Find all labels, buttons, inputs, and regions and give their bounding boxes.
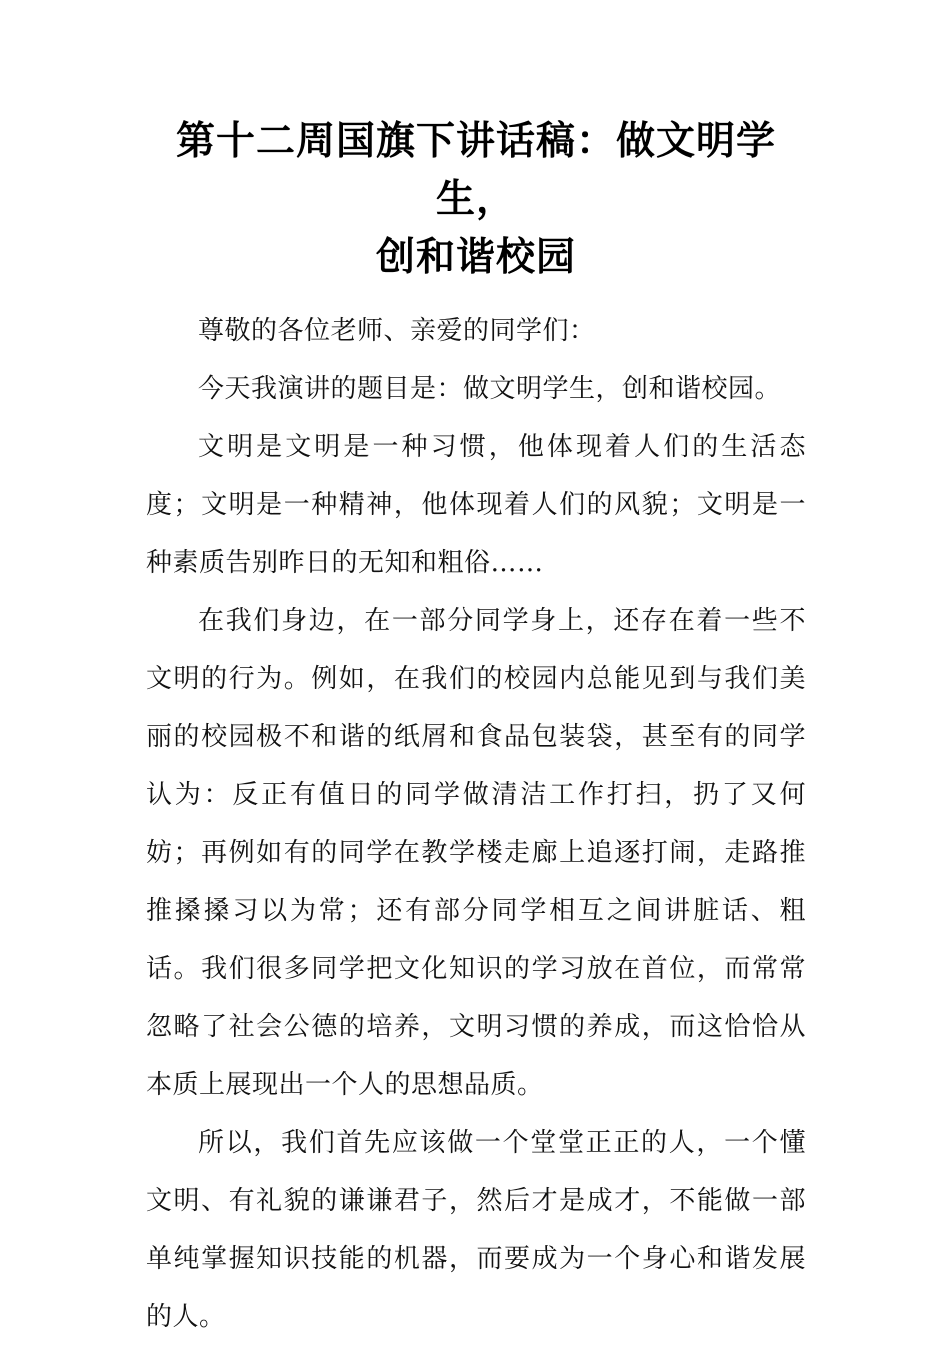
title-line-1: 第十二周国旗下讲话稿：做文明学生， bbox=[175, 118, 776, 222]
body-paragraph: 所以，我们首先应该做一个堂堂正正的人，一个懂文明、有礼貌的谦谦君子，然后才是成才，不能做一部单纯掌握知识技能的机器，而要成为一个身心和谐发展的人。 bbox=[146, 1128, 806, 1332]
salutation-paragraph: 尊敬的各位老师、亲爱的同学们： bbox=[198, 316, 596, 346]
topic-paragraph: 今天我演讲的题目是：做文明学生，创和谐校园。 bbox=[198, 374, 782, 404]
document-body bbox=[146, 302, 806, 1346]
title-line-2: 创和谐校园 bbox=[375, 234, 576, 280]
document-title bbox=[146, 112, 806, 286]
body-paragraph: 在我们身边，在一部分同学身上，还存在着一些不文明的行为。例如，在我们的校园内总能见到与我们美丽的校园极不和谐的纸屑和食品包装袋，甚至有的同学认为：反正有值日的同学做清洁工作打扫，扔了又何妨；再例如有的同学在教学楼走廊上追逐打闹，走路推推搡搡习以为常；还有部分同学相互之间讲脏话、粗话。我们很多同学把文化知识的学习放在首位，而常常忽略了社会公德的培养，文明习惯的养成，而这恰恰从本质上展现出一个人的思想品质。 bbox=[146, 606, 806, 1100]
document-content bbox=[146, 112, 806, 1346]
body-paragraph: 文明是文明是一种习惯，他体现着人们的生活态度；文明是一种精神，他体现着人们的风貌；文明是一种素质告别昨日的无知和粗俗…… bbox=[146, 432, 806, 578]
